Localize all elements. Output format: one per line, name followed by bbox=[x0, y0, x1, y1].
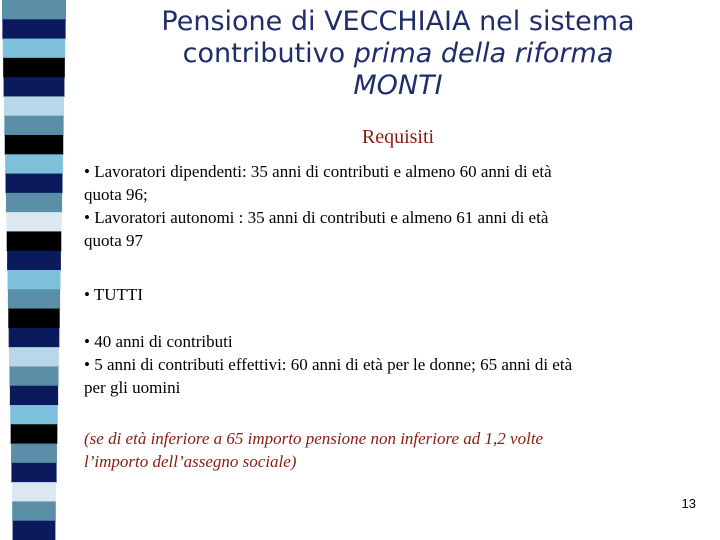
strip-block bbox=[12, 501, 56, 521]
title-line-2 bbox=[90, 38, 706, 70]
strip-block bbox=[3, 39, 65, 59]
strip-block bbox=[9, 347, 59, 367]
strip-block bbox=[5, 154, 63, 174]
strip-block bbox=[8, 270, 61, 290]
title-line-3-italic: MONTI bbox=[353, 70, 443, 101]
strip-block bbox=[11, 424, 58, 444]
quota-97: quota 97 bbox=[84, 231, 144, 250]
strip-block bbox=[11, 463, 56, 483]
strip-block bbox=[2, 19, 65, 39]
subtitle-requisiti: Requisiti bbox=[361, 126, 435, 148]
strip-block bbox=[5, 135, 64, 155]
strip-block bbox=[9, 328, 60, 348]
bullet-dipendenti: • Lavoratori dipendenti: 35 anni di contributi e almeno 60 anni di età bbox=[84, 162, 552, 181]
strip-block bbox=[12, 482, 56, 502]
quota-96: quota 96; bbox=[84, 185, 148, 204]
strip-block bbox=[9, 366, 58, 386]
strip-block bbox=[10, 405, 58, 425]
title-line-2-normal: contributivo bbox=[182, 38, 354, 69]
title-line-1: Pensione di VECCHIAIA nel sistema bbox=[161, 6, 635, 37]
strip-block bbox=[7, 251, 61, 271]
strip-block bbox=[13, 521, 56, 540]
strip-block bbox=[8, 309, 59, 329]
title-line-2-italic: prima della riforma bbox=[353, 38, 614, 69]
strip-block bbox=[3, 58, 65, 78]
strip-block bbox=[2, 0, 66, 20]
note-importo bbox=[84, 427, 684, 473]
strip-block bbox=[4, 96, 64, 116]
strip-block bbox=[8, 289, 60, 309]
bullet-uomini: per gli uomini bbox=[84, 378, 181, 397]
strip-block bbox=[10, 386, 58, 406]
strip-block bbox=[6, 174, 63, 194]
note-line-1: (se di età inferiore a 65 importo pensione non inferiore ad 1,2 volte bbox=[84, 429, 544, 448]
strip-block bbox=[6, 212, 61, 232]
requirements-block bbox=[84, 160, 704, 252]
strip-block bbox=[6, 193, 62, 213]
bullet-autonomi: • Lavoratori autonomi : 35 anni di contributi e almeno 61 anni di età bbox=[84, 208, 549, 227]
bullet-tutti: • TUTTI bbox=[84, 285, 143, 304]
strip-block bbox=[7, 231, 62, 251]
strip-block bbox=[11, 444, 57, 464]
bullet-40-anni: • 40 anni di contributi bbox=[84, 332, 233, 351]
note-line-2: l’importo dell’assegno sociale) bbox=[84, 452, 297, 471]
decorative-side-strip bbox=[0, 0, 68, 540]
slide-title bbox=[90, 6, 706, 102]
strip-block bbox=[4, 77, 65, 97]
page-number: 13 bbox=[681, 496, 696, 511]
title-line-3 bbox=[90, 70, 706, 102]
bullet-5-anni: • 5 anni di contributi effettivi: 60 anni di età per le donne; 65 anni di età bbox=[84, 355, 573, 374]
tutti-block bbox=[84, 330, 704, 399]
strip-block bbox=[4, 116, 63, 136]
